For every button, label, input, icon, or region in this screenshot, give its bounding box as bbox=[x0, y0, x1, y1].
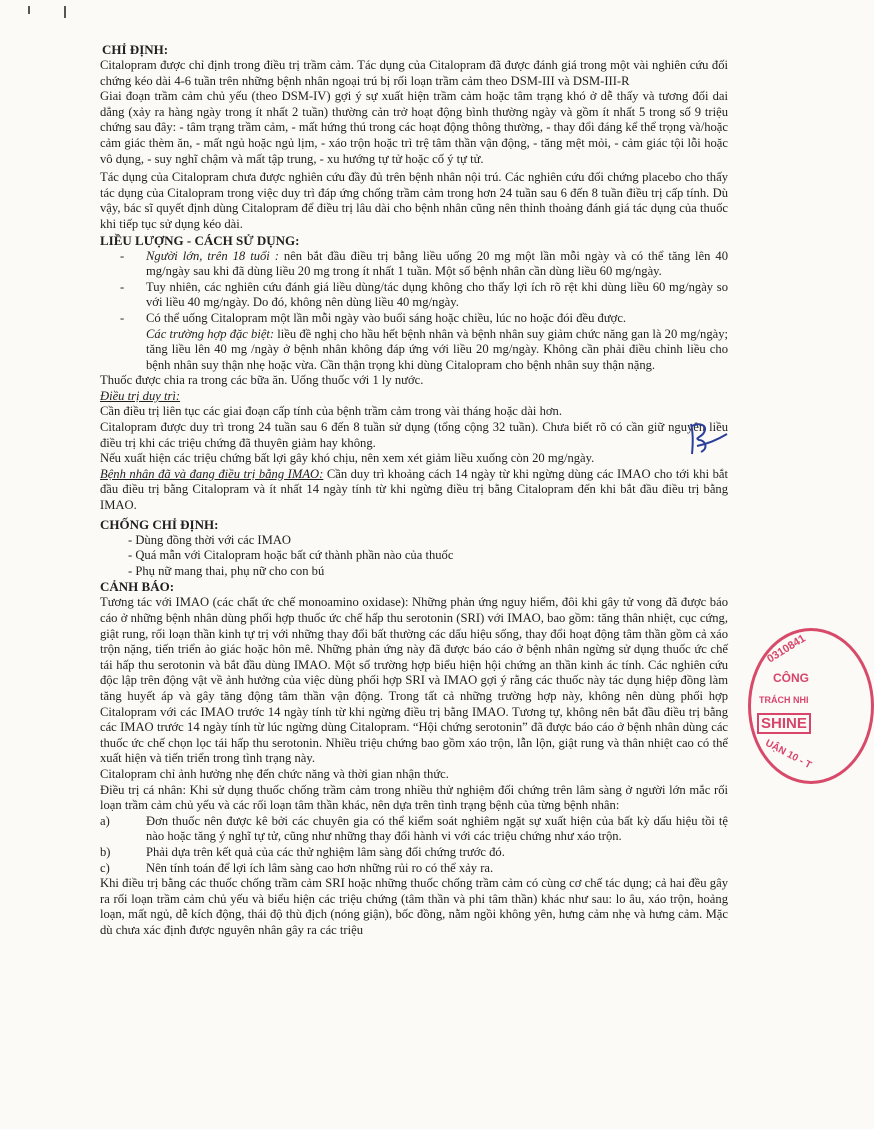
list-text: Tuy nhiên, các nghiên cứu đánh giá liều dùng/tác dụng không cho thấy lợi ích rõ rệt khi dùng liều 60 mg/ngày so với liều 40 mg/ngày. Do đó, không nên dùng liều 40 mg/ngày. bbox=[146, 279, 728, 310]
list-item: - Quá mẫn với Citalopram hoặc bất cứ thành phần nào của thuốc bbox=[128, 548, 454, 563]
list-text: nên bắt đầu điều trị bằng liều uống 20 mg một lần mỗi ngày và có thể tăng lên 40 mg/ngày sau khi đã dùng liều 20 mg trong ít nhất 1 tuần. Một số bệnh nhân cần dùng liều 60 mg/ngày. bbox=[146, 248, 728, 279]
list-item bbox=[120, 248, 728, 280]
scan-mark bbox=[64, 6, 66, 18]
paragraph: Giai đoạn trầm cảm chủ yếu (theo DSM-IV) gợi ý sự xuất hiện trầm cảm hoặc tâm trạng khó ở dễ thấy và tương đối dai dẳng (xảy ra hàng ngày trong ít nhất 2 tuần) thường cản trở hoạt động bình thường ngày và gồm ít nhất 5 trong số 9 triệu chứng sau đây: - tâm trạng trầm cảm, - mất hứng thú trong các hoạt động thông thường, - thay đổi đáng kể thể trọng và/hoặc cảm giác thèm ăn, - mất ngủ hoặc ngủ lịm, - xáo trộn hoặc trì trệ tâm thần vận động, - tăng mệt mỏi, - cảm giác tội lỗi hoặc vô dụng, - suy nghĩ chậm và mất tập trung, - xu hướng tự tử hoặc cố ý tự tử. bbox=[100, 89, 728, 166]
section-title-warnings: CẢNH BÁO: bbox=[100, 579, 175, 595]
section-title-indications: CHỈ ĐỊNH: bbox=[102, 42, 169, 57]
italic-label: Các trường hợp đặc biệt: bbox=[146, 326, 275, 341]
list-text: Phải dựa trên kết quả của các thử nghiệm lâm sàng đối chứng trước đó. bbox=[146, 844, 505, 859]
paragraph: Điều trị cá nhân: Khi sử dụng thuốc chống trầm cảm trong nhiều thử nghiệm đối chứng trên lâm sàng ở người lớn mắc rối loạn trầm cảm chủ yếu và các rối loạn tâm thần khác, nên dựa trên tình trạng bệnh của từng bệnh nhân: bbox=[100, 782, 728, 813]
bullet: - bbox=[120, 248, 125, 263]
list-item bbox=[120, 279, 728, 311]
paragraph: Khi điều trị bằng các thuốc chống trầm cảm SRI hoặc những thuốc chống trầm cảm có cùng cơ chế tác dụng; cả hai đều gây ra rối loạn trầm cảm chủ yếu và biểu hiện các triệu chứng (tâm thần và phi tâm thần) khác như sau: lo âu, xáo trộn, hoảng loạn, mất ngủ, dễ kích động, thái độ thù địch (nóng giận), bốc đồng, nằm ngồi không yên, hưng cảm nhẹ và hưng cảm. Mặc dù chưa xác định được nguyên nhân gây ra các triệu bbox=[100, 876, 728, 937]
section-title-contraindications: CHỐNG CHỈ ĐỊNH: bbox=[100, 516, 219, 532]
list-text: Có thể uống Citalopram một lần mỗi ngày vào buổi sáng hoặc chiều, lúc no hoặc đói đều được. bbox=[146, 310, 627, 325]
list-item: - Phụ nữ mang thai, phụ nữ cho con bú bbox=[128, 563, 325, 578]
italic-label: Người lớn, trên 18 tuổi : bbox=[146, 248, 279, 263]
company-stamp: 0310841 CÔNG TRÁCH NHI SHINE UẬN 10 - T bbox=[748, 628, 874, 784]
paragraph: Thuốc được chia ra trong các bữa ăn. Uống thuốc với 1 ly nước. bbox=[100, 373, 424, 388]
paragraph: Bệnh nhân đã và đang điều trị bằng IMAO: Cần duy trì khoảng cách 14 ngày từ khi ngừng dùng các IMAO cho tới khi bắt đầu điều trị bằng Citalopram và ít nhất 14 ngày tính từ khi ngừng điều trị bằng Citalopram đến khi bắt đầu điều trị bằng IMAO. bbox=[100, 466, 728, 513]
list-item: - Dùng đồng thời với các IMAO bbox=[128, 532, 292, 547]
bullet: - bbox=[120, 310, 125, 325]
subheading-maintenance: Điều trị duy trì: bbox=[100, 388, 181, 403]
list-item bbox=[120, 310, 729, 373]
paragraph: Citalopram được duy trì trong 24 tuần sau 6 đến 8 tuần sử dụng (tổng cộng 32 tuần). Chưa biết rõ có cần giữ nguyên liều điều trị khi các triệu chứng đã thuyên giảm hay không. bbox=[100, 420, 728, 450]
list-item bbox=[100, 860, 728, 877]
paragraph: Tác dụng của Citalopram chưa được nghiên cứu đầy đủ trên bệnh nhân nội trú. Các nghiên cứu đối chứng placebo cho thấy tác dụng của Citalopram trong việc duy trì đáp ứng chống trầm cảm trong hơn 24 tuần sau 6 đến 8 tuần điều trị cấp tính. Dù vậy, bác sĩ quyết định dùng Citalopram để điều trị lâu dài cho bệnh nhân cũng nên thỉnh thoảng đánh giá tác dụng của thuốc khi tiếp tục sử dụng kéo dài. bbox=[100, 170, 728, 231]
paragraph: Citalopram được chỉ định trong điều trị trầm cảm. Tác dụng của Citalopram đã được đánh giá trong một vài nghiên cứu đối chứng kéo dài 4-6 tuần trên những bệnh nhân ngoại trú bị rối loạn trầm cảm theo DSM-III và DSM-III-R bbox=[100, 58, 728, 88]
leaflet-page bbox=[100, 42, 728, 938]
paragraph: Citalopram chỉ ảnh hưởng nhẹ đến chức năng và thời gian nhận thức. bbox=[100, 766, 449, 781]
list-marker: b) bbox=[100, 844, 111, 859]
bullet: - bbox=[120, 279, 125, 294]
list-text: Nên tính toán để lợi ích lâm sàng cao hơn những rủi ro có thể xảy ra. bbox=[146, 860, 494, 875]
paragraph: Nếu xuất hiện các triệu chứng bất lợi gây khó chịu, nên xem xét giảm liều xuống còn 20 mg/ngày. bbox=[100, 451, 595, 466]
subheading-imao: Bệnh nhân đã và đang điều trị bằng IMAO: bbox=[100, 466, 324, 481]
paragraph: Cần điều trị liên tục các giai đoạn cấp tính của bệnh trầm cảm trong vài tháng hoặc dài hơn. bbox=[100, 404, 562, 419]
list-text: liều đề nghị cho hầu hết bệnh nhân và bệnh nhân suy giảm chức năng gan là 20 mg/ngày; tăng liều lên 40 mg /ngày ở bệnh nhân không đáp ứng với liều 20 mg/ngày. Không cần phải điều chỉnh liều cho bệnh nhân suy thận nhẹ hoặc vừa. Cần thận trọng khi dùng Citalopram cho bệnh nhân suy thận nặng. bbox=[146, 326, 729, 372]
paragraph: Tương tác với IMAO (các chất ức chế monoamino oxidase): Những phản ứng nguy hiểm, đôi khi gây tử vong đã được báo cáo ở những bệnh nhân dùng phối hợp thuốc ức chế hấp thu serotonin (SRI) với IMAO, bao gồm: tăng thân nhiệt, cục cứng, giật rung, rối loạn thần kinh tự trị với những thay đổi bất thường các dấu hiệu sống, thay đổi hoạt động tâm thần gồm cả xáo trộn nặng, tiến triển ảo giác hoặc hôn mê. Những phản ứng này đã được báo cáo ở bệnh nhân ngừng sử dụng thuốc ức chế tái hấp thu serotonin và bắt đầu dùng IMAO. Một số trường hợp biểu hiện hội chứng an thần kinh ác tính. Các nghiên cứu độc lập trên động vật về ảnh hưởng của việc dùng phối hợp SRI và IMAO gợi ý rằng các thuốc này tác dụng hiệp đồng làm tăng huyết áp và gây tăng động tâm thần vận động. Trong tất cả những trường hợp này, không nên dùng phối hợp Citalopram với các IMAO trước 14 ngày tính từ khi ngừng điều trị bằng IMAO. Tương tự, không nên bắt đầu điều trị bằng các IMAO trước 14 ngày tính từ lúc ngừng dùng Citalopram. “Hội chứng serotonin” đã được báo cáo ở bệnh nhân dùng các thuốc ức chế chọn lọc tái hấp thu serotonin. Nhiều triệu chứng bao gồm xáo trộn, lẫn lộn, giật rung và thân nhiệt cao có thể xuất hiện và tiến triển trong tình trạng này. bbox=[100, 595, 728, 766]
list-marker: a) bbox=[100, 813, 110, 828]
list-item bbox=[100, 844, 728, 861]
signature-icon bbox=[683, 418, 731, 460]
list-text: Đơn thuốc nên được kê bởi các chuyên gia có thể kiểm soát nghiêm ngặt sự xuất hiện của bất kỳ dấu hiệu tồi tệ nào hoặc tăng ý nghĩ tự tử, cũng như những thay đổi hành vi với các triệu chứng như xáo trộn. bbox=[146, 813, 728, 844]
scan-mark bbox=[28, 6, 30, 14]
list-item bbox=[100, 813, 728, 845]
section-title-dosage: LIỀU LƯỢNG - CÁCH SỬ DỤNG: bbox=[100, 232, 300, 248]
list-marker: c) bbox=[100, 860, 110, 875]
